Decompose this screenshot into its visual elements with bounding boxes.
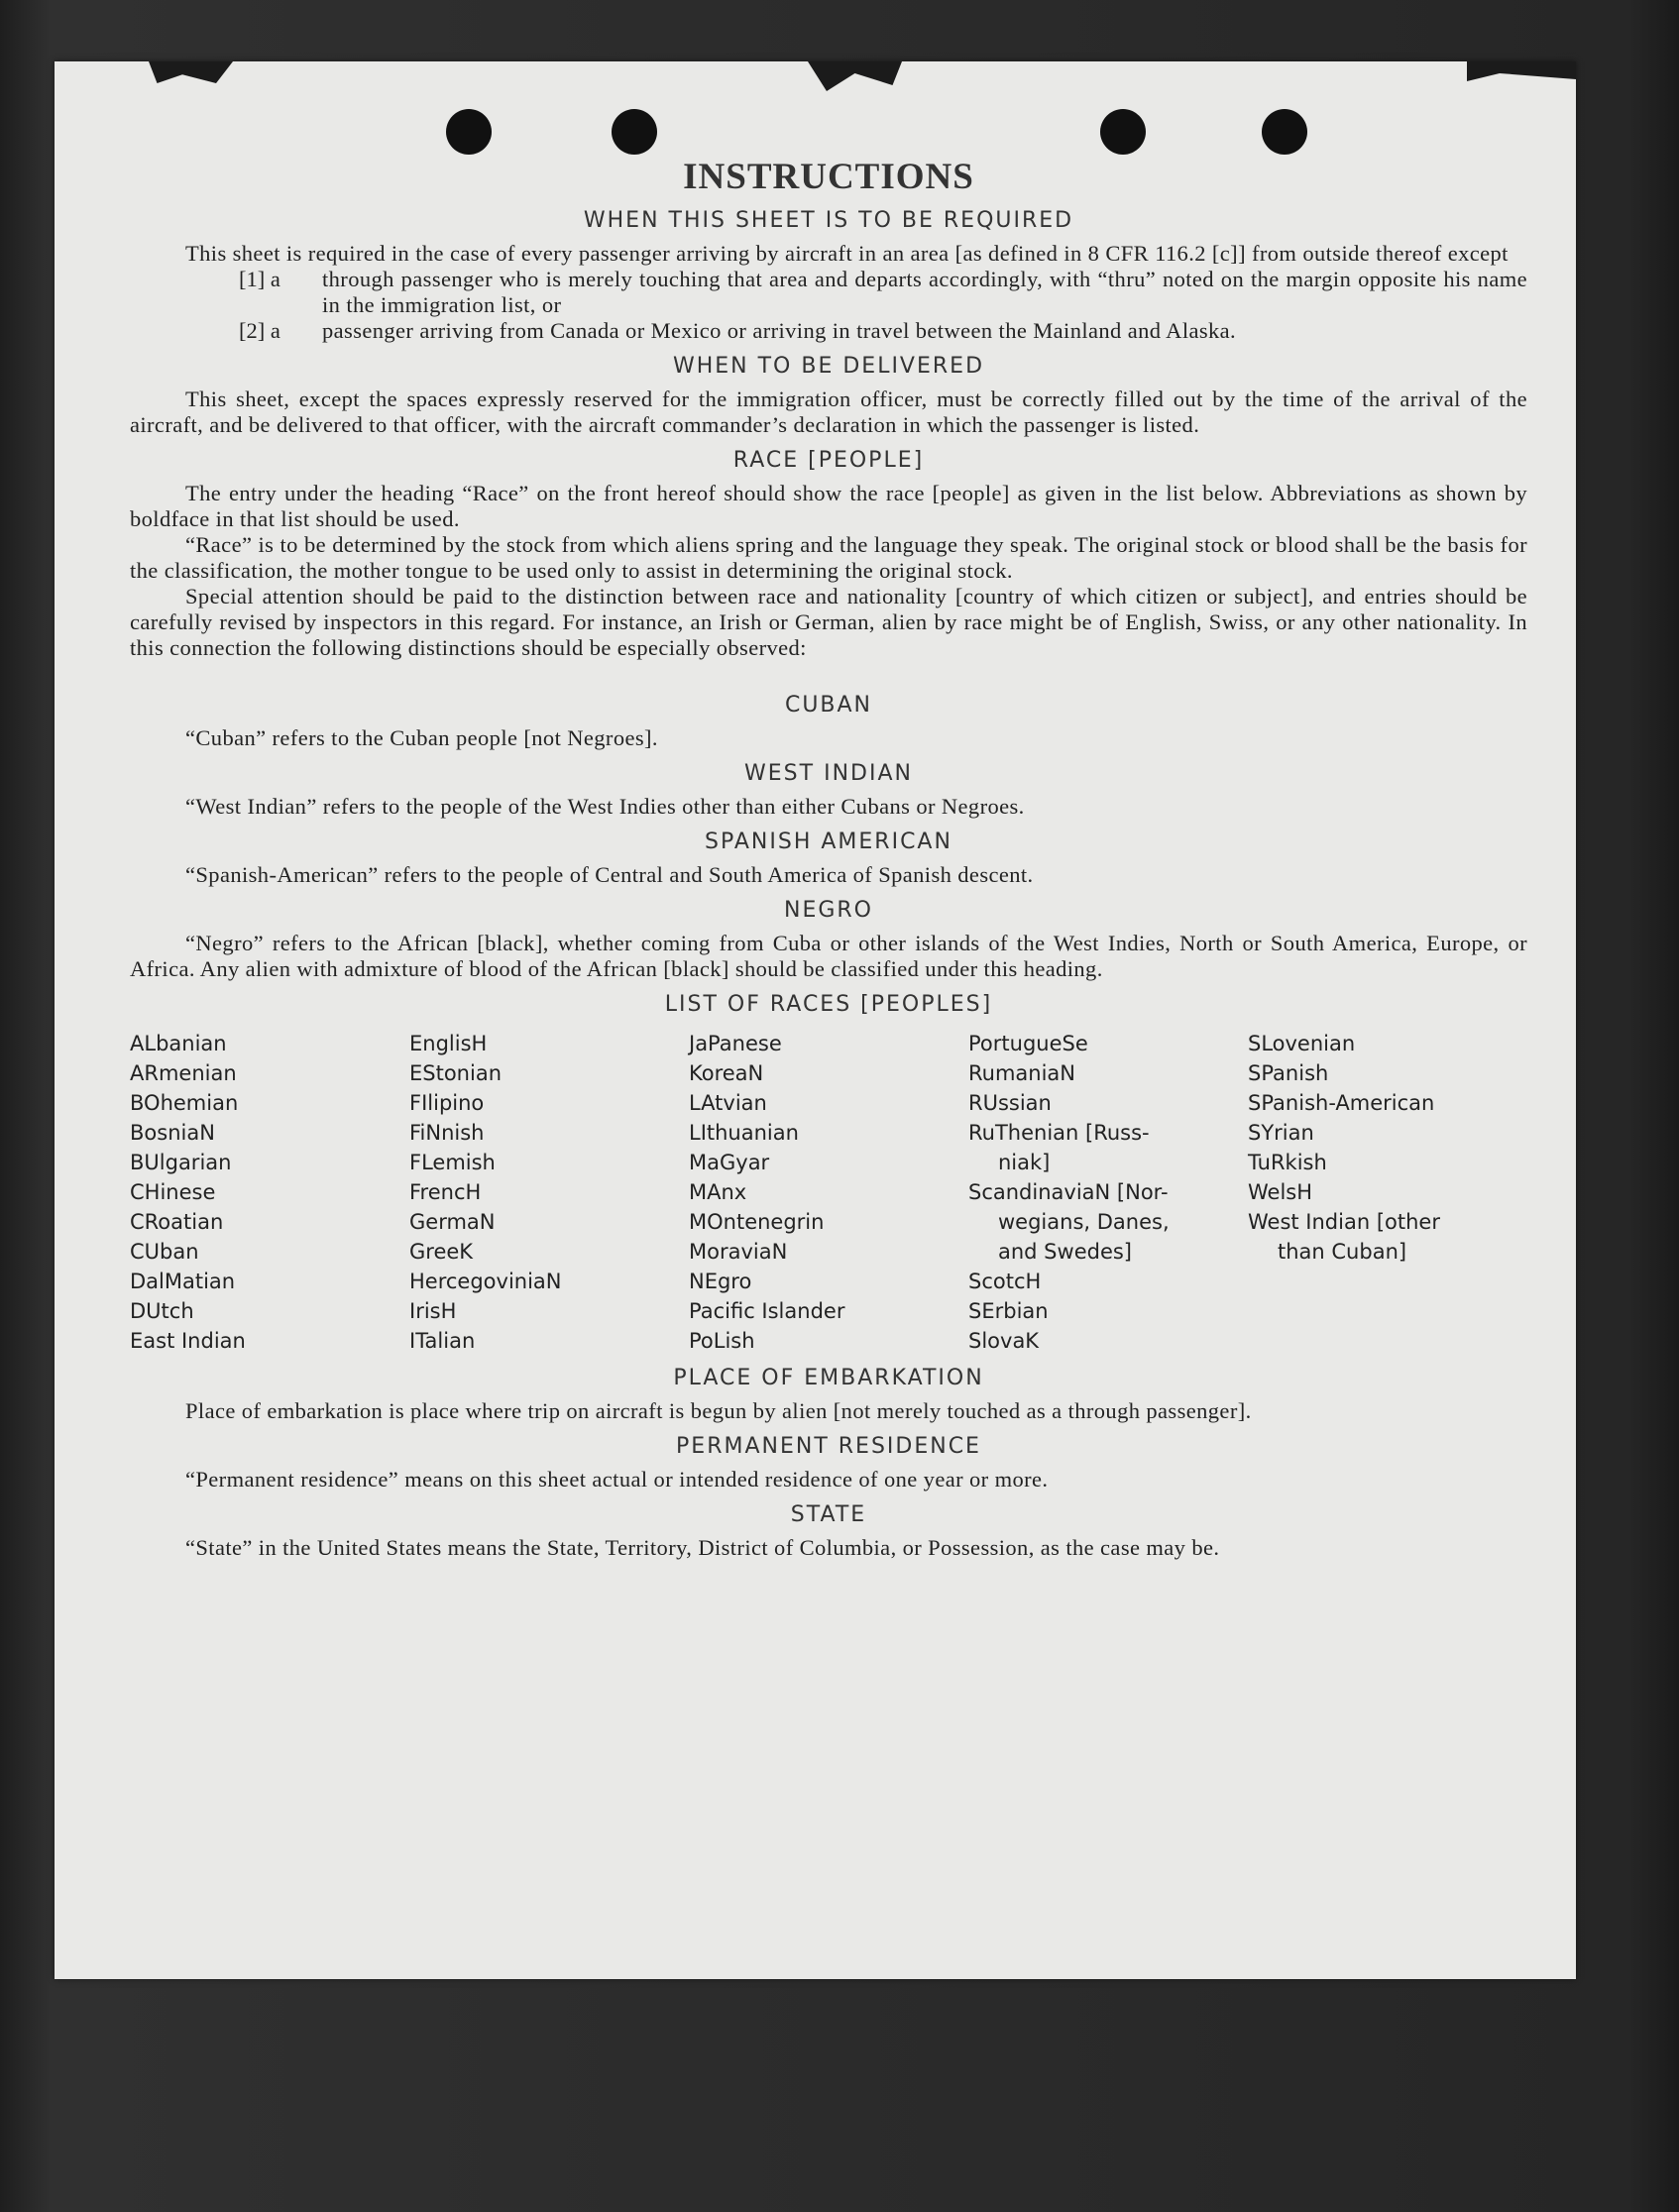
heading-cuban: CUBAN	[784, 693, 873, 718]
punch-hole-2	[612, 109, 657, 155]
race-entry: NEgro	[689, 1270, 752, 1293]
heading-negro: NEGRO	[783, 898, 873, 923]
races-column-1	[130, 1029, 409, 1356]
race-entry: SlovaK	[968, 1329, 1040, 1353]
race-entry: PortugueSe	[968, 1032, 1088, 1055]
race-entry: FLemish	[409, 1151, 496, 1174]
races-table	[130, 1029, 1527, 1356]
page-title: INSTRUCTIONS	[683, 157, 974, 197]
race-entry: WelsH	[1248, 1180, 1313, 1204]
negro-text: “Negro” refers to the African [black], whether coming from Cuba or other islands of the West Indies, North or South America, Europe, or Africa. Any alien with admixture of blood of the African [black] should be classified under this heading.	[130, 931, 1527, 981]
race-entry: BUlgarian	[130, 1151, 232, 1174]
heading-residence: PERMANENT RESIDENCE	[676, 1434, 981, 1459]
spacer	[130, 661, 1527, 683]
state-text: “State” in the United States means the State, Territory, District of Columbia, or Possession, as the case may be.	[185, 1535, 1220, 1560]
race-entry: CHinese	[130, 1180, 216, 1204]
race-entry: RumaniaN	[968, 1061, 1076, 1085]
races-column-3	[689, 1029, 968, 1356]
races-column-4	[968, 1029, 1248, 1356]
list-item	[239, 318, 1527, 344]
document-sheet	[55, 61, 1576, 1979]
race-entry: RUssian	[968, 1091, 1052, 1115]
race-entry: TuRkish	[1248, 1151, 1327, 1174]
race-entry: than Cuban]	[1278, 1240, 1407, 1264]
required-text: This sheet is required in the case of every passenger arriving by aircraft in an area [as defined in 8 CFR 116.2 [c]] from outside thereof except	[185, 241, 1509, 266]
document-content	[130, 156, 1527, 1561]
race-entry: MaGyar	[689, 1151, 770, 1174]
race-entry: BosniaN	[130, 1121, 215, 1145]
race-entry: EStonian	[409, 1061, 503, 1085]
heading-list-of-races: LIST OF RACES [PEOPLES]	[664, 992, 993, 1017]
race-entry: ScotcH	[968, 1270, 1042, 1293]
race-entry: DUtch	[130, 1299, 194, 1323]
heading-delivered: WHEN TO BE DELIVERED	[672, 354, 985, 379]
race-entry: MoraviaN	[689, 1240, 788, 1264]
race-entry: FiNnish	[409, 1121, 485, 1145]
race-entry: SLovenian	[1248, 1032, 1356, 1055]
race-entry: FrencH	[409, 1180, 482, 1204]
race-entry: RuThenian [Russ-	[968, 1121, 1150, 1145]
spanish-american-text: “Spanish-American” refers to the people of Central and South America of Spanish descent.	[185, 862, 1034, 887]
race-entry: niak]	[998, 1151, 1051, 1174]
race-entry: SPanish	[1248, 1061, 1329, 1085]
race-entry: CUban	[130, 1240, 199, 1264]
race-entry: West Indian [other	[1248, 1210, 1440, 1234]
race-entry: HercegoviniaN	[409, 1270, 562, 1293]
race-entry: ALbanian	[130, 1032, 227, 1055]
heading-embarkation: PLACE OF EMBARKATION	[673, 1366, 984, 1390]
delivered-text: This sheet, except the spaces expressly reserved for the immigration officer, must be correctly filled out by the time of the arrival of the aircraft, and be delivered to that officer, with the aircraft commander’s declaration in which the passenger is listed.	[130, 387, 1527, 437]
race-entry: EnglisH	[409, 1032, 488, 1055]
race-entry: BOhemian	[130, 1091, 239, 1115]
race-entry: GreeK	[409, 1240, 474, 1264]
race-entry: SYrian	[1248, 1121, 1314, 1145]
race-entry: IrisH	[409, 1299, 457, 1323]
race-entry: KoreaN	[689, 1061, 764, 1085]
race-entry: SPanish-American	[1248, 1091, 1435, 1115]
race-entry: DalMatian	[130, 1270, 236, 1293]
race-paragraph-1: The entry under the heading “Race” on the front hereof should show the race [people] as given in the list below. Abbreviations as shown by boldface in that list should be used.	[130, 481, 1527, 531]
race-entry: ITalian	[409, 1329, 476, 1353]
item-number: [2] a	[239, 318, 280, 343]
race-entry: FIlipino	[409, 1091, 485, 1115]
race-entry: ScandinaviaN [Nor-	[968, 1180, 1169, 1204]
race-entry: LAtvian	[689, 1091, 767, 1115]
race-entry: East Indian	[130, 1329, 246, 1353]
heading-spanish-american: SPANISH AMERICAN	[705, 830, 952, 854]
race-entry: JaPanese	[689, 1032, 782, 1055]
cuban-text: “Cuban” refers to the Cuban people [not Negroes].	[185, 725, 658, 750]
heading-required: WHEN THIS SHEET IS TO BE REQUIRED	[583, 208, 1074, 233]
torn-edge-right	[1467, 61, 1576, 81]
punch-hole-4	[1262, 109, 1307, 155]
item-text: through passenger who is merely touching that area and departs accordingly, with “thru” noted on the margin opposite his name in the immigration list, or	[322, 267, 1527, 317]
race-entry: Pacific Islander	[689, 1299, 845, 1323]
race-entry: MOntenegrin	[689, 1210, 825, 1234]
punch-hole-1	[446, 109, 492, 155]
item-number: [1] a	[239, 267, 280, 291]
race-entry: wegians, Danes,	[998, 1210, 1170, 1234]
heading-state: STATE	[790, 1502, 867, 1527]
race-paragraph-2: “Race” is to be determined by the stock from which aliens spring and the language they speak. The original stock or blood shall be the basis for the classification, the mother tongue to be used only to assist in determining the original stock.	[130, 532, 1527, 583]
race-entry: CRoatian	[130, 1210, 224, 1234]
west-indian-text: “West Indian” refers to the people of the West Indies other than either Cubans or Negroes.	[185, 794, 1025, 819]
heading-west-indian: WEST INDIAN	[744, 761, 913, 786]
races-column-5	[1248, 1029, 1527, 1356]
race-entry: GermaN	[409, 1210, 496, 1234]
race-entry: SErbian	[968, 1299, 1049, 1323]
embarkation-text: Place of embarkation is place where trip on aircraft is begun by alien [not merely touched as a through passenger].	[185, 1398, 1252, 1423]
torn-edge-center	[808, 61, 902, 91]
item-text: passenger arriving from Canada or Mexico or arriving in travel between the Mainland and Alaska.	[322, 318, 1237, 343]
list-item	[239, 267, 1527, 318]
race-paragraph-3: Special attention should be paid to the distinction between race and nationality [country of which citizen or subject], and entries should be carefully revised by inspectors in this regard. For instance, an Irish or German, alien by race might be of English, Swiss, or any other nationality. In this connection the following distinctions should be especially observed:	[130, 584, 1527, 660]
torn-edge-left	[149, 61, 233, 83]
race-entry: LIthuanian	[689, 1121, 799, 1145]
race-entry: MAnx	[689, 1180, 747, 1204]
race-entry: PoLish	[689, 1329, 755, 1353]
punch-hole-3	[1100, 109, 1146, 155]
race-entry: ARmenian	[130, 1061, 237, 1085]
residence-text: “Permanent residence” means on this sheet actual or intended residence of one year or more.	[185, 1467, 1049, 1492]
races-column-2	[409, 1029, 689, 1356]
race-entry: and Swedes]	[998, 1240, 1132, 1264]
heading-race: RACE [PEOPLE]	[732, 448, 925, 473]
